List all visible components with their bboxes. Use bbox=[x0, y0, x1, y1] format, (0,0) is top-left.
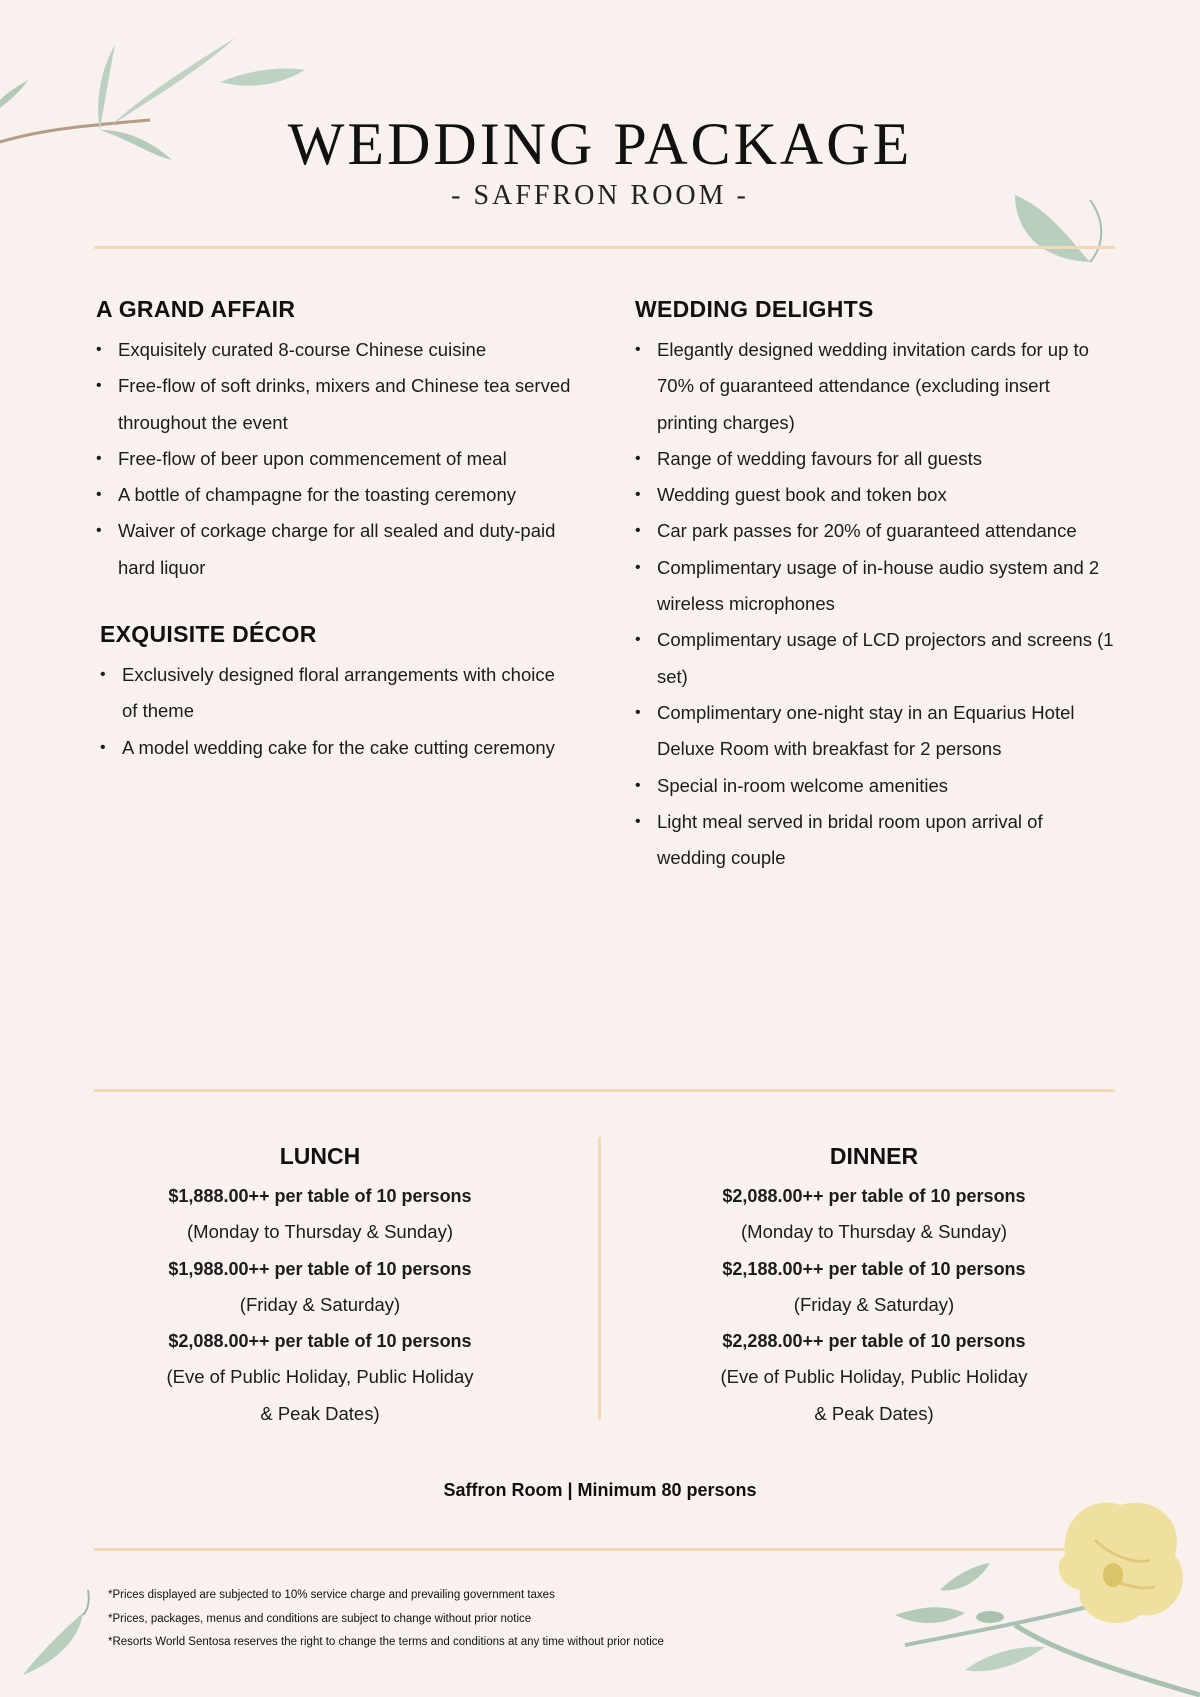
lunch-price-peak: $2,088.00++ per table of 10 persons bbox=[168, 1331, 472, 1352]
dinner-price-weekend: $2,188.00++ per table of 10 persons bbox=[722, 1258, 1026, 1279]
lunch-days-weekend: (Friday & Saturday) bbox=[239, 1293, 401, 1315]
page-title: WEDDING PACKAGE bbox=[287, 111, 913, 177]
lunch-pricing bbox=[100, 1136, 540, 1432]
lunch-days-weekday: (Monday to Thursday & Sunday) bbox=[187, 1221, 453, 1243]
lunch-price-weekday: $1,888.00++ per table of 10 persons bbox=[168, 1186, 472, 1206]
list-item: • Car park passes for 20% of guaranteed attendance bbox=[635, 513, 1115, 549]
middle-divider bbox=[94, 1089, 1115, 1092]
dinner-pricing bbox=[654, 1136, 1094, 1432]
list-item: • Wedding guest book and token box bbox=[635, 477, 1115, 513]
footnote: *Resorts World Sentosa reserves the right to change the terms and conditions at any time without prior notice bbox=[108, 1636, 664, 1648]
footnote: *Prices displayed are subjected to 10% service charge and prevailing government taxes bbox=[108, 1589, 555, 1601]
list-item: • Free-flow of beer upon commencement of meal bbox=[96, 441, 576, 477]
list-item: • A bottle of champagne for the toasting ceremony bbox=[96, 477, 576, 513]
list-item: • Light meal served in bridal room upon arrival of wedding couple bbox=[635, 804, 1115, 877]
list-item: • A model wedding cake for the cake cutting ceremony bbox=[100, 730, 560, 766]
dinner-days-weekday: (Monday to Thursday & Sunday) bbox=[741, 1221, 1007, 1243]
list-item: • Exquisitely curated 8-course Chinese cuisine bbox=[96, 332, 576, 368]
list-item: • Free-flow of soft drinks, mixers and Chinese tea served throughout the event bbox=[96, 368, 576, 441]
list-item: • Complimentary usage of in-house audio system and 2 wireless microphones bbox=[635, 550, 1115, 623]
wedding-delights-heading: WEDDING DELIGHTS bbox=[635, 296, 874, 322]
leaf-decoration bbox=[18, 1585, 98, 1680]
list-item: • Range of wedding favours for all guests bbox=[635, 441, 1115, 477]
pricing-divider bbox=[598, 1137, 601, 1420]
lunch-price-weekend: $1,988.00++ per table of 10 persons bbox=[168, 1258, 472, 1279]
exquisite-decor-list bbox=[100, 657, 560, 766]
list-item: • Complimentary usage of LCD projectors and screens (1 set) bbox=[635, 622, 1115, 695]
list-item: • Exclusively designed floral arrangements with choice of theme bbox=[100, 657, 560, 730]
flower-decoration bbox=[895, 1495, 1200, 1697]
list-item: • Special in-room welcome amenities bbox=[635, 768, 1115, 804]
dinner-price-weekday: $2,088.00++ per table of 10 persons bbox=[722, 1186, 1026, 1206]
list-item: • Waiver of corkage charge for all sealed and duty-paid hard liquor bbox=[96, 513, 576, 586]
top-divider bbox=[94, 246, 1115, 249]
footnotes bbox=[108, 1584, 664, 1655]
list-item: • Complimentary one-night stay in an Equarius Hotel Deluxe Room with breakfast for 2 persons bbox=[635, 695, 1115, 768]
page-subtitle: - SAFFRON ROOM - bbox=[451, 180, 749, 211]
dinner-days-weekend: (Friday & Saturday) bbox=[793, 1293, 955, 1315]
room-capacity: Saffron Room | Minimum 80 persons bbox=[443, 1480, 757, 1500]
grand-affair-list bbox=[96, 332, 576, 586]
lunch-days-peak: (Eve of Public Holiday, Public Holiday & Peak Dates) bbox=[166, 1366, 474, 1424]
footnote: *Prices, packages, menus and conditions are subject to change without prior notice bbox=[108, 1612, 532, 1625]
dinner-price-peak: $2,288.00++ per table of 10 persons bbox=[722, 1331, 1026, 1352]
dinner-heading: DINNER bbox=[829, 1143, 919, 1169]
lunch-heading: LUNCH bbox=[279, 1143, 361, 1169]
wedding-delights-list bbox=[635, 332, 1115, 876]
grand-affair-heading: A GRAND AFFAIR bbox=[96, 296, 296, 322]
exquisite-decor-heading: EXQUISITE DÉCOR bbox=[100, 621, 317, 647]
list-item: • Elegantly designed wedding invitation cards for up to 70% of guaranteed attendance (excluding insert printing charges) bbox=[635, 332, 1115, 441]
dinner-days-peak: (Eve of Public Holiday, Public Holiday & Peak Dates) bbox=[720, 1366, 1028, 1424]
